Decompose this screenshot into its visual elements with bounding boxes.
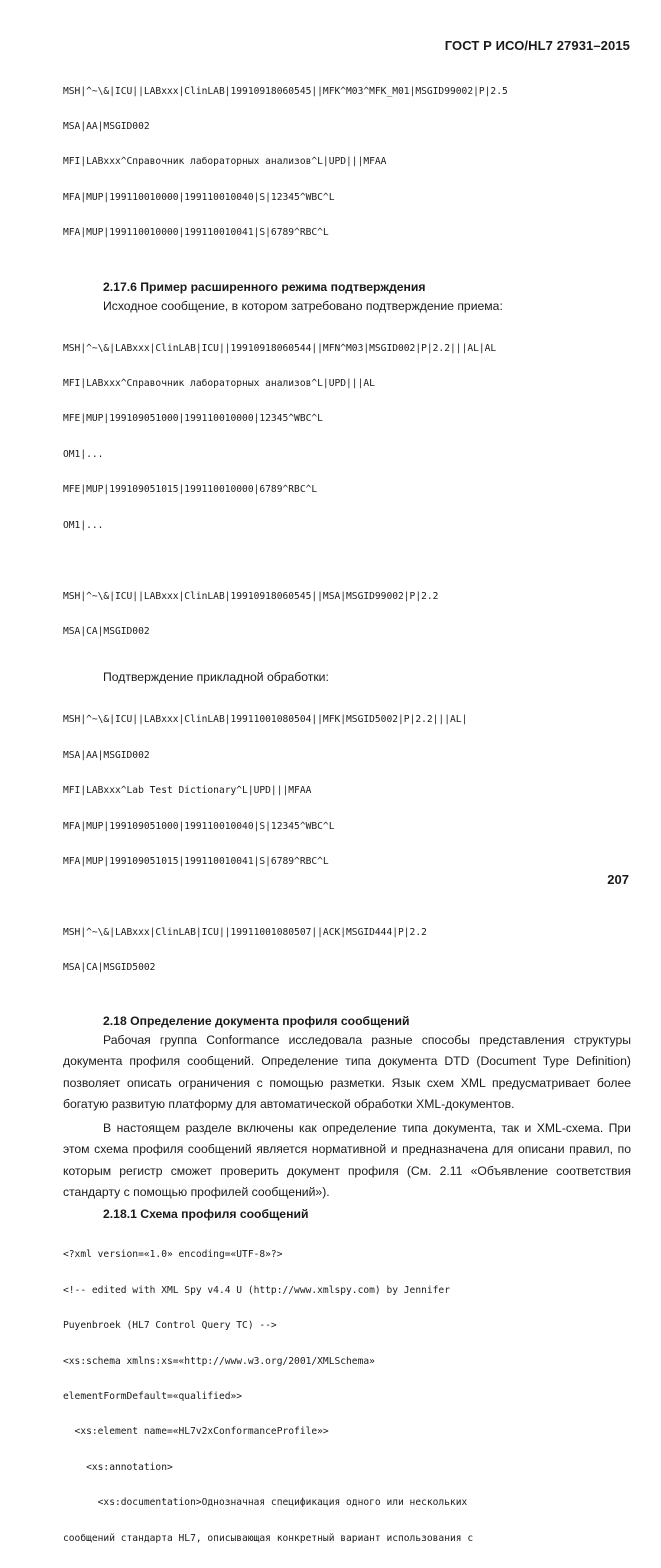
code-line: MFA|MUP|199109051015|199110010041|S|6789^RBC^L [63, 856, 329, 868]
document-header: ГОСТ Р ИСО/HL7 27931–2015 [444, 38, 630, 53]
code-line: MFI|LABxxx^Справочник лабораторных анализов^L|UPD|||MFAA [63, 156, 387, 168]
page-content [63, 62, 631, 1568]
code-line: MSH|^~\&|LABxxx|ClinLAB|ICU||19910918060544||MFN^M03|MSGID002|P|2.2|||AL|AL [63, 342, 497, 354]
code-line: Puyenbroek (HL7 Control Query TC) --> [63, 1320, 277, 1332]
code-line: MSH|^~\&|ICU||LABxxx|ClinLAB|19910918060545||MSA|MSGID99002|P|2.2 [63, 590, 439, 602]
code-line: MSH|^~\&|LABxxx|ClinLAB|ICU||19911001080507||ACK|MSGID444|P|2.2 [63, 927, 427, 938]
code-line: MSA|CA|MSGID002 [63, 625, 150, 637]
intro-text: Исходное сообщение, в котором затребовано подтверждение приема: [103, 298, 503, 313]
code-line: MFA|MUP|199109051000|199110010040|S|12345^WBC^L [63, 820, 335, 832]
code-block-ack [63, 903, 631, 997]
code-line: MFI|LABxxx^Справочник лабораторных анализов^L|UPD|||AL [63, 378, 375, 390]
code-line: OM1|... [63, 448, 104, 460]
code-block-xml-schema [63, 1226, 631, 1568]
code-line: <xs:documentation>Однозначная спецификация одного или нескольких [63, 1497, 468, 1509]
code-line: сообщений стандарта HL7, описывающая конкретный вариант использования с [63, 1532, 474, 1544]
page-number: 207 [607, 872, 629, 887]
app-ack-text: Подтверждение прикладной обработки: [103, 670, 329, 685]
code-line: MSA|AA|MSGID002 [63, 120, 150, 132]
code-line: MFE|MUP|199109051000|199110010000|12345^WBC^L [63, 413, 323, 425]
code-block-original-message [63, 319, 631, 555]
code-line: MSH|^~\&|ICU||LABxxx|ClinLAB|19910918060545||MFK^M03^MFK_M01|MSGID99002|P|2.5 [63, 85, 508, 97]
code-block-app-ack [63, 691, 631, 892]
code-line: <xs:annotation> [63, 1461, 173, 1473]
section-heading-2-17-6: 2.17.6 Пример расширенного режима подтверждения [103, 279, 426, 294]
code-line: MSH|^~\&|ICU||LABxxx|ClinLAB|19911001080504||MFK|MSGID5002|P|2.2|||AL| [63, 714, 468, 726]
code-line: <xs:schema xmlns:xs=«http://www.w3.org/2001/XMLSchema» [63, 1355, 375, 1367]
code-line: MSA|CA|MSGID5002 [63, 962, 156, 974]
code-line: MFA|MUP|199110010000|199110010040|S|12345^WBC^L [63, 191, 335, 203]
code-line: MFA|MUP|199110010000|199110010041|S|6789^RBC^L [63, 227, 329, 239]
paragraph-schema-description: В настоящем разделе включены как определение типа документа, так и XML-схема. При этом схема профиля сообщений является нормативной и предназначена для описани правил, по которым регистр сможет проверить документ профиля (См. 2.11 «Объявление соответствия стандарту с помощью профилей сообщений»). [63, 1120, 631, 1200]
paragraph-conformance: Рабочая группа Conformance исследовала разные способы представления структуры документа профиля сообщений. Определение типа документа DTD (Document Type Definition) позволяет описать ограничения с помощью разметки. Язык схем XML предусматривает более богатую развитую платформу для автоматической обработки XML-документов. [63, 1032, 631, 1112]
code-block-mfk [63, 62, 631, 263]
code-line: OM1|... [63, 519, 104, 531]
code-line: MFI|LABxxx^Lab Test Dictionary^L|UPD|||MFAA [63, 785, 312, 797]
code-line: <?xml version=«1.0» encoding=«UTF-8»?> [63, 1249, 283, 1261]
code-line: elementFormDefault=«qualified»> [63, 1390, 243, 1402]
code-block-accept-ack [63, 567, 631, 661]
code-line: MSA|AA|MSGID002 [63, 749, 150, 761]
section-heading-2-18: 2.18 Определение документа профиля сообщений [103, 1013, 410, 1028]
code-line: <!-- edited with XML Spy v4.4 U (http://www.xmlspy.com) by Jennifer [63, 1284, 450, 1296]
code-line: MFE|MUP|199109051015|199110010000|6789^RBC^L [63, 484, 318, 496]
section-heading-2-18-1: 2.18.1 Схема профиля сообщений [103, 1206, 309, 1221]
code-line: <xs:element name=«HL7v2xConformanceProfile»> [63, 1426, 329, 1438]
